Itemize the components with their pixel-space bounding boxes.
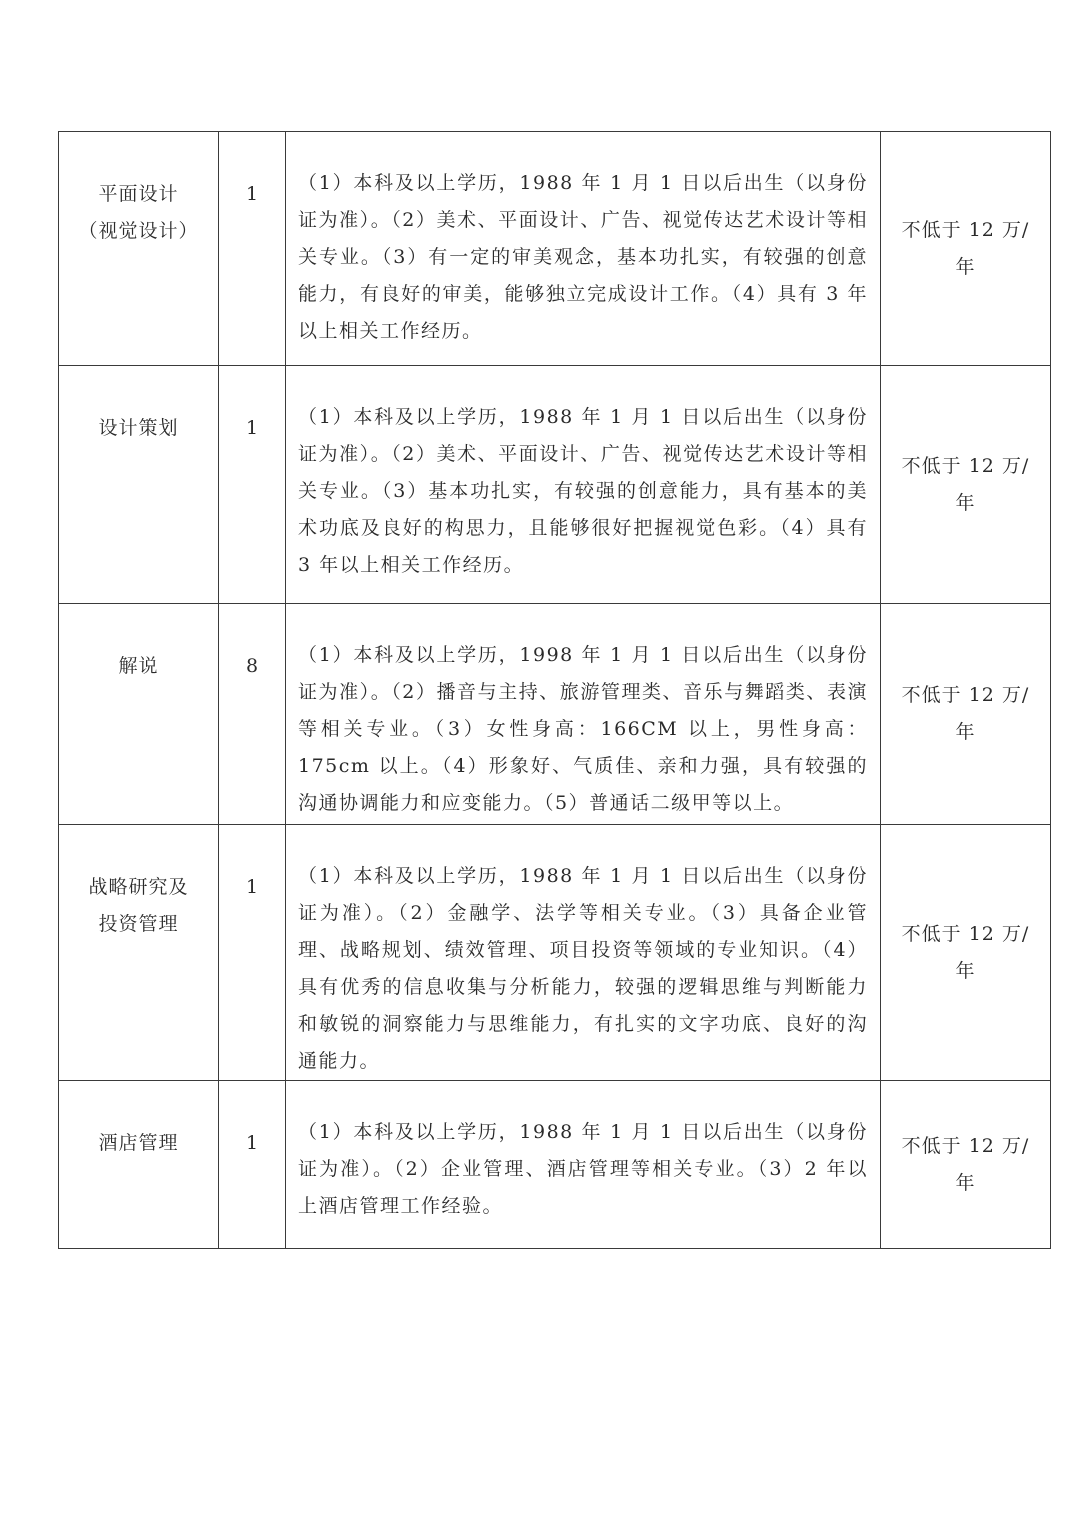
headcount: 1 (219, 1081, 286, 1249)
job-positions-table (58, 131, 1051, 1249)
headcount: 1 (219, 132, 286, 366)
table-row (59, 366, 1051, 604)
headcount: 1 (219, 825, 286, 1081)
salary: 不低于 12 万/ (901, 218, 1030, 241)
position-name: 酒店管理 (98, 1132, 179, 1154)
salary-cell (881, 604, 1051, 825)
requirements: （1）本科及以上学历，1988 年 1 月 1 日以后出生（以身份证为准）。（2）美术、平面设计、广告、视觉传达艺术设计等相关专业。（3）有一定的审美观念，基本功扎实，有较强的创意能力，有良好的审美，能够独立完成设计工作。（4）具有 3 年以上相关工作经历。 (286, 132, 881, 366)
position-name: 战略研究及 (88, 876, 189, 898)
table-row (59, 825, 1051, 1081)
salary-unit: 年 (955, 721, 976, 743)
salary: 不低于 12 万/ (901, 454, 1030, 477)
position-name-cell (59, 132, 219, 366)
position-name-cell (59, 825, 219, 1081)
requirements: （1）本科及以上学历，1998 年 1 月 1 日以后出生（以身份证为准）。（2）播音与主持、旅游管理类、音乐与舞蹈类、表演等相关专业。（3）女性身高：166CM 以上，男性身高：175cm 以上。（4）形象好、气质佳、亲和力强，具有较强的沟通协调能力和应变能力。（5）普通话二级甲等以上。 (286, 604, 881, 825)
position-name-cell (59, 1081, 219, 1249)
salary-cell (881, 1081, 1051, 1249)
requirements: （1）本科及以上学历，1988 年 1 月 1 日以后出生（以身份证为准）。（2）企业管理、酒店管理等相关专业。（3）2 年以上酒店管理工作经验。 (286, 1081, 881, 1249)
headcount: 1 (219, 366, 286, 604)
position-name-sub: （视觉设计） (78, 220, 199, 242)
position-name-cell (59, 366, 219, 604)
requirements: （1）本科及以上学历，1988 年 1 月 1 日以后出生（以身份证为准）。（2）金融学、法学等相关专业。（3）具备企业管理、战略规划、绩效管理、项目投资等领域的专业知识。（4）具有优秀的信息收集与分析能力，较强的逻辑思维与判断能力和敏锐的洞察能力与思维能力，有扎实的文字功底、良好的沟通能力。 (286, 825, 881, 1081)
position-name: 设计策划 (98, 417, 179, 439)
table-row (59, 1081, 1051, 1249)
table-row (59, 132, 1051, 366)
salary-cell (881, 366, 1051, 604)
salary-cell (881, 825, 1051, 1081)
headcount: 8 (219, 604, 286, 825)
salary-unit: 年 (955, 1171, 976, 1194)
position-name-cell (59, 604, 219, 825)
position-name: 平面设计 (98, 183, 179, 205)
position-name-sub: 投资管理 (98, 913, 179, 935)
salary: 不低于 12 万/ (901, 684, 1030, 706)
position-name: 解说 (118, 655, 159, 677)
salary-unit: 年 (955, 491, 976, 514)
salary: 不低于 12 万/ (901, 1134, 1030, 1157)
salary-unit: 年 (955, 959, 976, 982)
table-row (59, 604, 1051, 825)
salary: 不低于 12 万/ (901, 922, 1030, 945)
salary-cell (881, 132, 1051, 366)
requirements: （1）本科及以上学历，1988 年 1 月 1 日以后出生（以身份证为准）。（2）美术、平面设计、广告、视觉传达艺术设计等相关专业。（3）基本功扎实，有较强的创意能力，具有基本的美术功底及良好的构思力，且能够很好把握视觉色彩。（4）具有 3 年以上相关工作经历。 (286, 366, 881, 604)
salary-unit: 年 (955, 255, 976, 278)
